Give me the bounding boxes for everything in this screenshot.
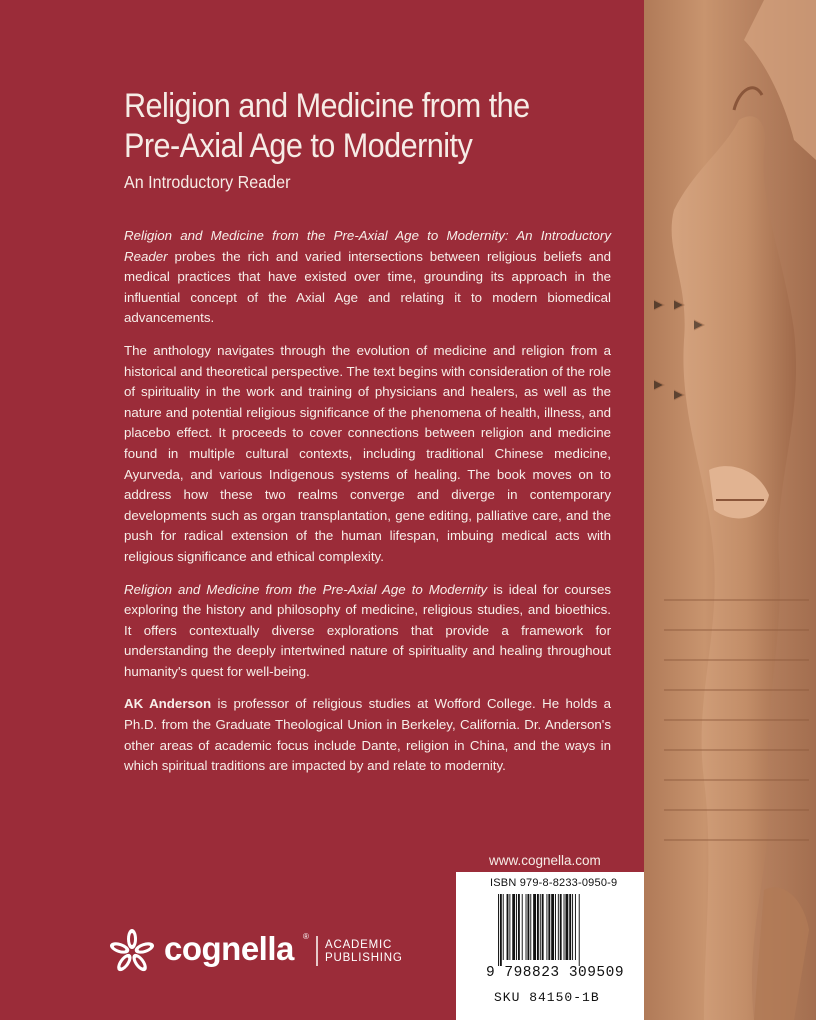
cognella-logo bbox=[106, 926, 426, 980]
registered-mark: ® bbox=[303, 932, 309, 941]
description-paragraph-2: The anthology navigates through the evolution of medicine and religion from a historical and theoretical perspective. The text begins with consideration of the role of spirituality in the work and training of physicians and healers, as well as the nature and potential religious significance of the phenomena of health, illness, and placebo effect. It proceeds to cover connections between religion and medicine found in multiple cultural contexts, including traditional Chinese medicine, Ayurveda, and various Indigenous systems of healing. The book moves on to address how these two realms converge and diverge in contemporary developments such as organ transplantation, gene editing, palliative care, and the push for radical extension of the human lifespan, imbuing medical acts with religious significance and ethical complexity. bbox=[124, 342, 611, 564]
barcode-label bbox=[456, 872, 644, 1020]
assyrian-relief-image bbox=[644, 0, 816, 1020]
logo-divider bbox=[316, 936, 318, 966]
publisher-url[interactable]: www.cognella.com bbox=[489, 853, 601, 868]
title-line-1: Religion and Medicine from the bbox=[124, 87, 530, 125]
title-reference-italic: Religion and Medicine from the Pre-Axial Age to Modernity: An Introductory Reader bbox=[124, 228, 611, 264]
publisher-division: ACADEMIC PUBLISHING bbox=[325, 939, 403, 964]
book-title bbox=[124, 86, 556, 166]
author-name: AK Anderson bbox=[124, 696, 212, 712]
description-paragraph-3: Religion and Medicine from the Pre-Axial Age to Modernity is ideal for courses exploring the history and philosophy of medicine, religious studies, and bioethics. It offers contextually diverse explorations that provide a framework for understanding the deeply intertwined nature of spirituality and healing throughout humanity's quest for well-being. bbox=[124, 581, 611, 679]
book-subtitle: An Introductory Reader bbox=[124, 172, 291, 192]
title-reference-italic: Religion and Medicine from the Pre-Axial Age to Modernity bbox=[124, 581, 488, 597]
title-line-2: Pre-Axial Age to Modernity bbox=[124, 127, 473, 165]
barcode-bars bbox=[498, 894, 610, 966]
description-paragraph-1: Religion and Medicine from the Pre-Axial Age to Modernity: An Introductory Reader probes the rich and varied intersections between religious beliefs and medical practices that have existed over time, grounding its approach in the influential concept of the Axial Age and relating it to modern biomedical advancements. bbox=[124, 228, 611, 326]
barcode-digits: 9 798823 309509 bbox=[486, 965, 625, 981]
cognella-flower-icon bbox=[106, 926, 158, 978]
author-bio: AK Anderson is professor of religious studies at Wofford College. He holds a Ph.D. from the Graduate Theological Union in Berkeley, California. Dr. Anderson's other areas of academic focus include Dante, religion in China, and the ways in which spiritual traditions are impacted by and relate to modernity. bbox=[124, 696, 611, 774]
isbn-text: ISBN 979-8-8233-0950-9 bbox=[490, 877, 618, 889]
sku-text: SKU 84150-1B bbox=[494, 990, 600, 1005]
description-text bbox=[124, 226, 611, 789]
cognella-wordmark: cognella bbox=[164, 930, 294, 967]
